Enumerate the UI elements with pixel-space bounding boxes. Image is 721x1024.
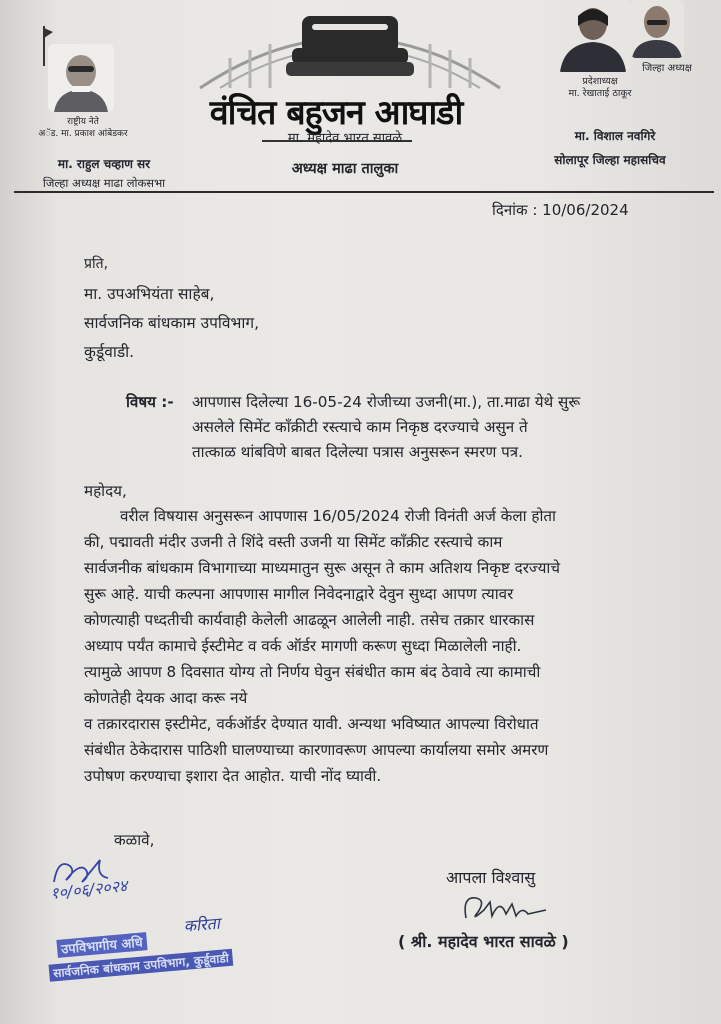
center-person-name: मा. महादेव भारत सावळे	[287, 131, 403, 146]
party-name: वंचित बहुजन आघाडी	[209, 93, 463, 133]
addressee-office: सार्वजनिक बांधकाम उपविभाग,	[84, 314, 260, 332]
leader-photo-right-1	[556, 0, 630, 72]
left-leader-role: राष्ट्रीय नेते	[67, 117, 99, 127]
left-leader-name: अॅड. मा. प्रकाश आंबेडकर	[38, 129, 128, 139]
left-person-name: मा. राहुल चव्हाण सर	[57, 157, 151, 171]
salutation: महोदय,	[84, 482, 127, 500]
right-person-name: मा. विशाल नवगिरे	[574, 129, 656, 143]
received-date: १०/०६/२०२४	[49, 876, 129, 903]
signoff: आपला विश्वासु	[446, 868, 536, 887]
addressee-title: मा. उपअभियंता साहेब,	[84, 285, 215, 303]
header-rule	[14, 191, 714, 193]
closing-line: कळावे,	[114, 831, 155, 849]
left-person-post: जिल्हा अध्यक्ष माढा लोकसभा	[42, 176, 166, 190]
signatory-name: ( श्री. महादेव भारत सावळे )	[398, 932, 569, 951]
body-line: उपोषण करण्याचा इशारा देत आहोत. याची नोंद घ्यावी.	[84, 767, 382, 785]
office-stamp	[38, 915, 282, 994]
letter-date: दिनांक : 10/06/2024	[492, 201, 629, 219]
flag-icon	[40, 26, 54, 66]
parliament-logo-icon	[180, 8, 520, 98]
subject-line: तात्काळ थांबविणे बाबत दिलेल्या पत्रास अनुसरून स्मरण पत्र.	[192, 443, 523, 461]
subject-line: आपणास दिलेल्या 16-05-24 रोजीच्या उजनी(मा.), ता.माढा येथे सुरू	[192, 393, 581, 411]
right-leader-role: प्रदेशाध्यक्ष	[582, 76, 618, 87]
body-line: अध्याप पर्यंत कामाचे ईस्टीमेट व वर्क ऑर्डर मागणी करूण सुध्दा मिळालेली नाही.	[84, 637, 522, 655]
body-line: कोणत्याही पध्दतीची कार्यवाही केलेली आढळून आलेली नाही. तसेच तक्रार धारकास	[84, 611, 535, 629]
body-line: त्यामुळे आपण 8 दिवसात योग्य तो निर्णय घेवुन संबंधीत काम बंद ठेवावे त्या कामाची	[84, 663, 541, 681]
right-person-post: सोलापूर जिल्हा महासचिव	[554, 153, 666, 167]
body-line: संबंधीत ठेकेदारास पाठिशी घालण्याच्या कारणावरूण आपल्या कार्यालया समोर अमरण	[84, 741, 549, 759]
to-label: प्रति,	[84, 256, 109, 272]
right-leader-caption	[560, 76, 640, 100]
right-leader-name: मा. रेखाताई ठाकूर	[568, 88, 632, 99]
subject-line: असलेले सिमेंट कॉंक्रीटी रस्त्याचे काम निकृष्ठ दरज्याचे असुन ते	[192, 418, 528, 436]
body-line: कोणतेही देयक आदा करू नये	[84, 689, 248, 707]
right-leader2-role: जिल्हा अध्यक्ष	[642, 63, 692, 74]
center-person-post: अध्यक्ष माढा तालुका	[291, 161, 399, 177]
body-line: वरील विषयास अनुसरून आपणास 16/05/2024 रोजी विनंती अर्ज केला होता	[120, 507, 556, 525]
body-line: व तक्रारदारास इस्टीमेट, वर्कऑर्डर देण्यात यावी. अन्यथा भविष्यात आपल्या विरोधात	[84, 715, 539, 733]
signature-icon	[456, 888, 556, 928]
leader-photo-left	[48, 44, 114, 112]
stamp-line: सार्वजनिक बांधकाम उपविभाग, कुर्डूवाडी	[49, 949, 234, 982]
addressee-place: कुर्डूवाडी.	[84, 343, 135, 361]
body-line: सार्वजनीक बांधकाम विभागाच्या माध्यमातुन सुरू असून ते काम अतिशय निकृष्ट दरज्याचे	[84, 559, 560, 577]
subject-label: विषय :-	[126, 393, 174, 411]
letter-body	[84, 503, 694, 789]
stamp-initials: करिता	[182, 913, 221, 936]
left-leader-caption	[28, 116, 138, 140]
body-line: सुरू आहे. याची कल्पना आपणास मागील निवेदनाद्वारे देवुन सुध्दा आपण त्यावर	[84, 585, 514, 603]
leader-photo-right-2	[630, 0, 684, 58]
stamp-line: उपविभागीय अधि	[56, 932, 147, 958]
body-line: की, पद्मावती मंदीर उजनी ते शिंदे वस्ती उजनी या सिमेंट कॉंक्रीट रस्त्याचे काम	[84, 533, 503, 551]
